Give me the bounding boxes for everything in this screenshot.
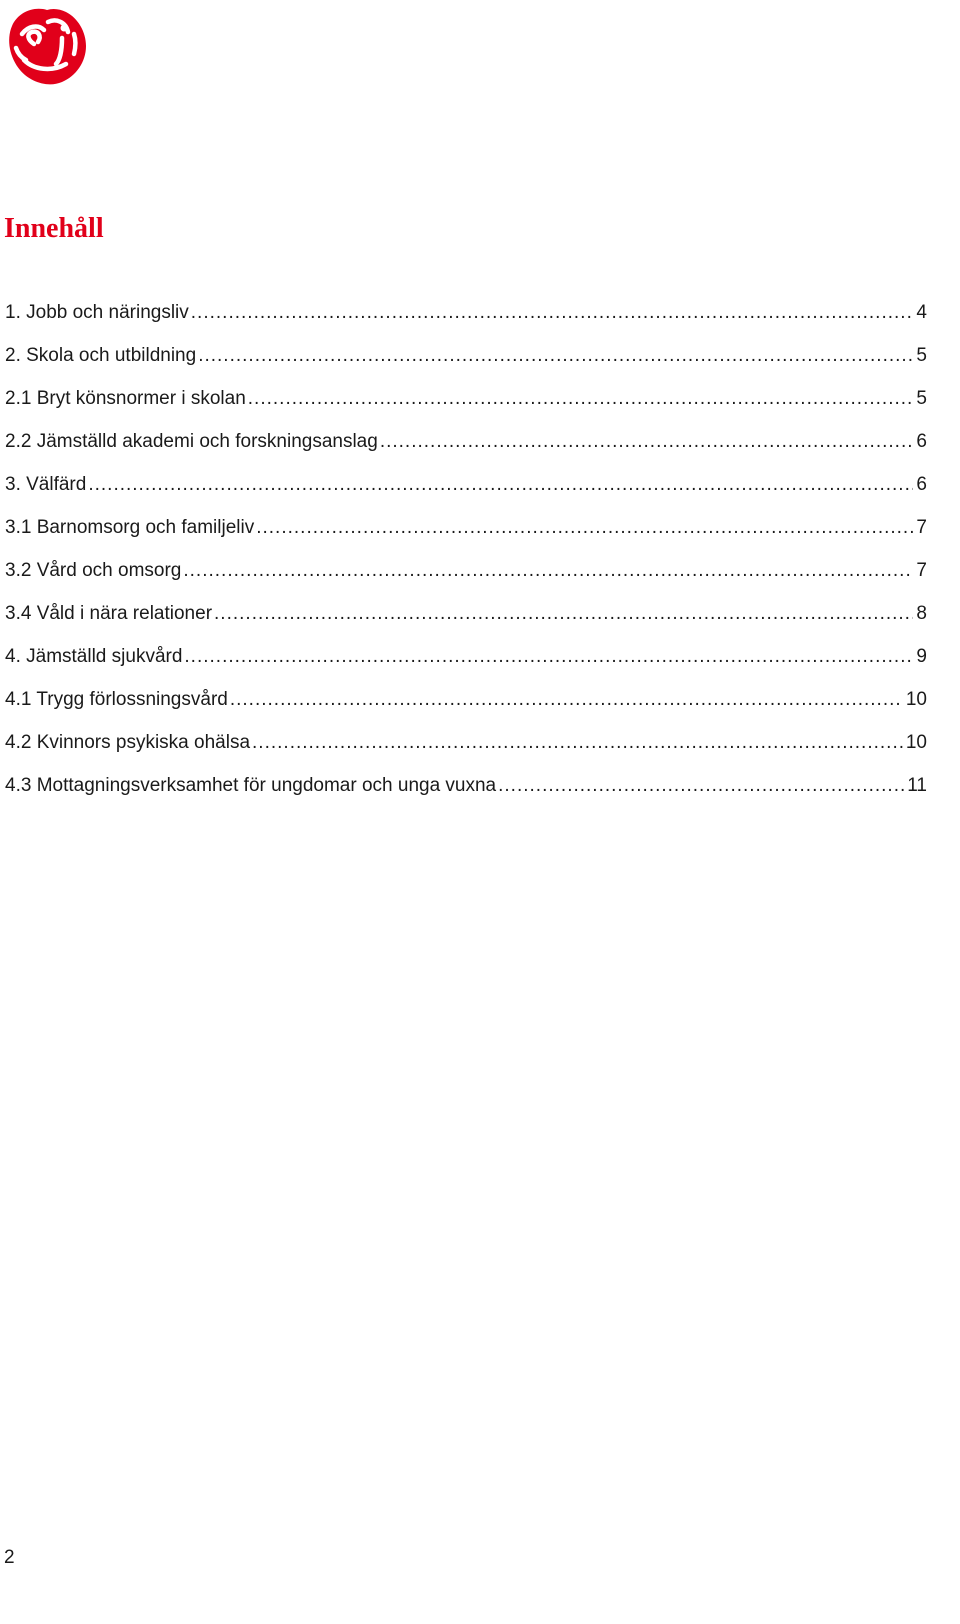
table-of-contents [5, 300, 927, 816]
toc-entry-page: 7 [916, 560, 927, 581]
toc-leader-dots [256, 515, 913, 541]
toc-entry-title: 3.4 Våld i nära relationer [5, 603, 213, 624]
toc-entry-title: 2.2 Jämställd akademi och forskningsanslag [5, 431, 378, 452]
toc-entry-title: 4.1 Trygg förlossningsvård [5, 689, 228, 710]
toc-entry-page: 5 [916, 388, 927, 409]
toc-leader-dots [252, 730, 903, 756]
toc-entry-page: 8 [916, 603, 927, 624]
toc-leader-dots [380, 429, 914, 455]
toc-entry[interactable] [5, 343, 927, 386]
toc-entry[interactable] [5, 730, 927, 773]
page-number: 2 [4, 1547, 15, 1568]
toc-leader-dots [214, 601, 913, 627]
toc-entry-page: 6 [916, 431, 927, 452]
toc-entry-title: 2.1 Bryt könsnormer i skolan [5, 388, 246, 409]
toc-entry-page: 10 [905, 732, 927, 753]
toc-entry-title: 3.2 Vård och omsorg [5, 560, 182, 581]
toc-entry-page: 4 [916, 302, 927, 323]
toc-leader-dots [184, 644, 913, 670]
toc-entry[interactable] [5, 644, 927, 687]
toc-leader-dots [230, 687, 903, 713]
toc-entry[interactable] [5, 386, 927, 429]
toc-leader-dots [183, 558, 913, 584]
toc-leader-dots [498, 773, 904, 799]
toc-entry-page: 6 [916, 474, 927, 495]
toc-entry-title: 2. Skola och utbildning [5, 345, 197, 366]
toc-entry-page: 5 [916, 345, 927, 366]
toc-entry[interactable] [5, 773, 927, 816]
toc-entry-title: 4. Jämställd sjukvård [5, 646, 183, 667]
toc-entry-title: 3. Välfärd [5, 474, 87, 495]
toc-leader-dots [198, 343, 913, 369]
toc-leader-dots [248, 386, 914, 412]
toc-entry-page: 11 [907, 775, 927, 796]
toc-entry-page: 10 [905, 689, 927, 710]
page-title: Innehåll [4, 213, 104, 244]
toc-entry-page: 7 [916, 517, 927, 538]
toc-entry-title: 4.3 Mottagningsverksamhet för ungdomar och unga vuxna [5, 775, 497, 796]
toc-entry[interactable] [5, 472, 927, 515]
toc-entry-title: 4.2 Kvinnors psykiska ohälsa [5, 732, 251, 753]
toc-entry[interactable] [5, 300, 927, 343]
toc-entry[interactable] [5, 429, 927, 472]
toc-entry[interactable] [5, 601, 927, 644]
rose-logo-icon [4, 4, 90, 90]
toc-entry[interactable] [5, 558, 927, 601]
toc-leader-dots [88, 472, 913, 498]
toc-entry-page: 9 [916, 646, 927, 667]
toc-entry-title: 1. Jobb och näringsliv [5, 302, 189, 323]
toc-entry-title: 3.1 Barnomsorg och familjeliv [5, 517, 255, 538]
toc-entry[interactable] [5, 687, 927, 730]
toc-leader-dots [191, 300, 914, 326]
toc-entry[interactable] [5, 515, 927, 558]
